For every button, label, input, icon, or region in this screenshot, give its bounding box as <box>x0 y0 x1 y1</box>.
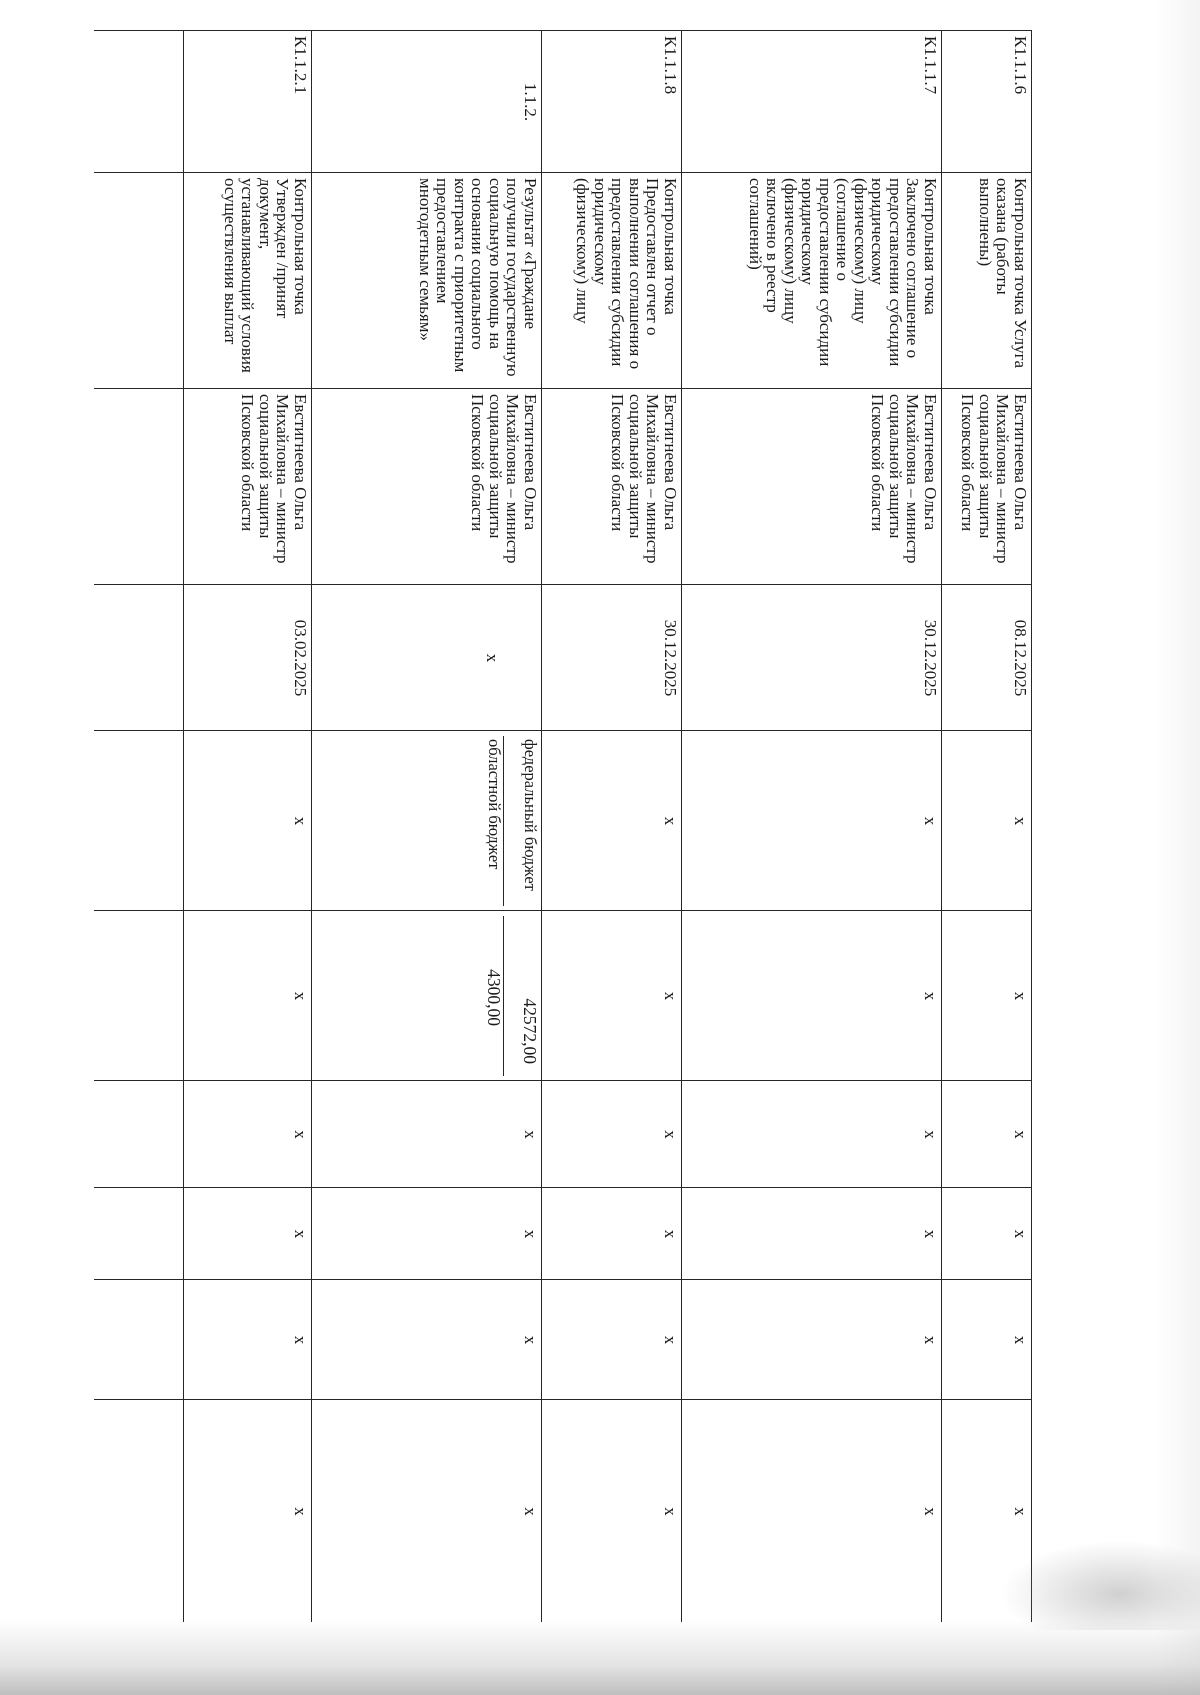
row-responsible <box>94 389 184 585</box>
row-date: 03.02.2025 <box>184 585 312 731</box>
row-col10: x <box>542 1400 682 1623</box>
row-col8 <box>94 1188 184 1280</box>
row-col8: x <box>542 1188 682 1280</box>
row-responsible: Евстигнеева Ольга Михайловна – министр социальной защиты Псковской области <box>542 389 682 585</box>
row-date: 08.12.2025 <box>942 585 1032 731</box>
row-number: К1.1.1.8 <box>542 31 682 173</box>
row-col8: x <box>184 1188 312 1280</box>
table-row <box>682 31 942 1623</box>
row-source-split <box>312 731 542 911</box>
row-source: x <box>942 731 1032 911</box>
amount-federal: 42572,00 <box>503 916 539 1076</box>
row-amount: x <box>542 911 682 1081</box>
row-source: x <box>184 731 312 911</box>
source-regional: областной бюджет <box>485 739 504 870</box>
row-description <box>94 173 184 389</box>
row-col10: x <box>942 1400 1032 1623</box>
amount-regional: 4300,00 <box>484 969 504 1026</box>
row-amount-split <box>312 911 542 1081</box>
table-row <box>542 31 682 1623</box>
row-col7: x <box>184 1081 312 1188</box>
row-number: К1.1.2.1 <box>184 31 312 173</box>
row-description: Контрольная точка Утвержден /принят документ, устанавливающий условия осуществления выплат <box>184 173 312 389</box>
row-col10: x <box>682 1400 942 1623</box>
row-responsible: Евстигнеева Ольга Михайловна – министр социальной защиты Псковской области <box>682 389 942 585</box>
scan-edge-shadow <box>1155 0 1200 1695</box>
table-row <box>184 31 312 1623</box>
row-responsible: Евстигнеева Ольга Михайловна – министр социальной защиты Псковской области <box>312 389 542 585</box>
row-date: 30.12.2025 <box>682 585 942 731</box>
row-col9: x <box>942 1280 1032 1400</box>
row-responsible: Евстигнеева Ольга Михайловна – министр социальной защиты Псковской области <box>942 389 1032 585</box>
row-amount: x <box>682 911 942 1081</box>
row-number: 1.1.2. <box>312 31 542 173</box>
row-source: x <box>682 731 942 911</box>
source-federal: федеральный бюджет <box>503 736 539 906</box>
row-col8: x <box>942 1188 1032 1280</box>
table-row <box>94 31 184 1623</box>
row-col7: x <box>682 1081 942 1188</box>
row-source <box>94 731 184 911</box>
row-description: Результат «Граждане получили государственную социальную помощь на основании социального контракта с приоритетным предоставлением многодетным семьям» <box>312 173 542 389</box>
row-date <box>94 585 184 731</box>
row-col8: x <box>312 1188 542 1280</box>
row-description: Контрольная точка Предоставлен отчет о выполнении соглашения о предоставлении субсидии юридическому (физическому) лицу <box>542 173 682 389</box>
row-number: К1.1.1.7 <box>682 31 942 173</box>
row-date: 30.12.2025 <box>542 585 682 731</box>
row-amount <box>94 911 184 1081</box>
row-col10: x <box>184 1400 312 1623</box>
row-description: Контрольная точка Заключено соглашение о предоставлении субсидии юридическому (физическому) лицу (соглашение о предоставлении субсидии юридическому (физическому) лицу включено в реестр соглашений) <box>682 173 942 389</box>
row-date: x <box>312 585 542 731</box>
row-col7: x <box>942 1081 1032 1188</box>
rotated-table-frame <box>94 30 1032 1622</box>
row-col7 <box>94 1081 184 1188</box>
plan-table <box>94 30 1032 1622</box>
row-source: x <box>542 731 682 911</box>
row-col9: x <box>184 1280 312 1400</box>
row-description: Контрольная точка Услуга оказана (работы выполнены) <box>942 173 1032 389</box>
row-col10: x <box>312 1400 542 1623</box>
row-col9: x <box>542 1280 682 1400</box>
row-amount: x <box>942 911 1032 1081</box>
row-responsible: Евстигнеева Ольга Михайловна – министр социальной защиты Псковской области <box>184 389 312 585</box>
row-number <box>94 31 184 173</box>
row-col10 <box>94 1400 184 1623</box>
scan-smudge <box>1000 1540 1200 1630</box>
row-col7: x <box>312 1081 542 1188</box>
row-col9: x <box>682 1280 942 1400</box>
row-amount: x <box>184 911 312 1081</box>
row-number: К1.1.1.6 <box>942 31 1032 173</box>
scan-bottom-noise <box>0 1620 1200 1695</box>
table-row <box>312 31 542 1623</box>
row-col9 <box>94 1280 184 1400</box>
row-col9: x <box>312 1280 542 1400</box>
table-row <box>942 31 1032 1623</box>
row-col8: x <box>682 1188 942 1280</box>
document-page <box>94 30 1032 1622</box>
row-col7: x <box>542 1081 682 1188</box>
